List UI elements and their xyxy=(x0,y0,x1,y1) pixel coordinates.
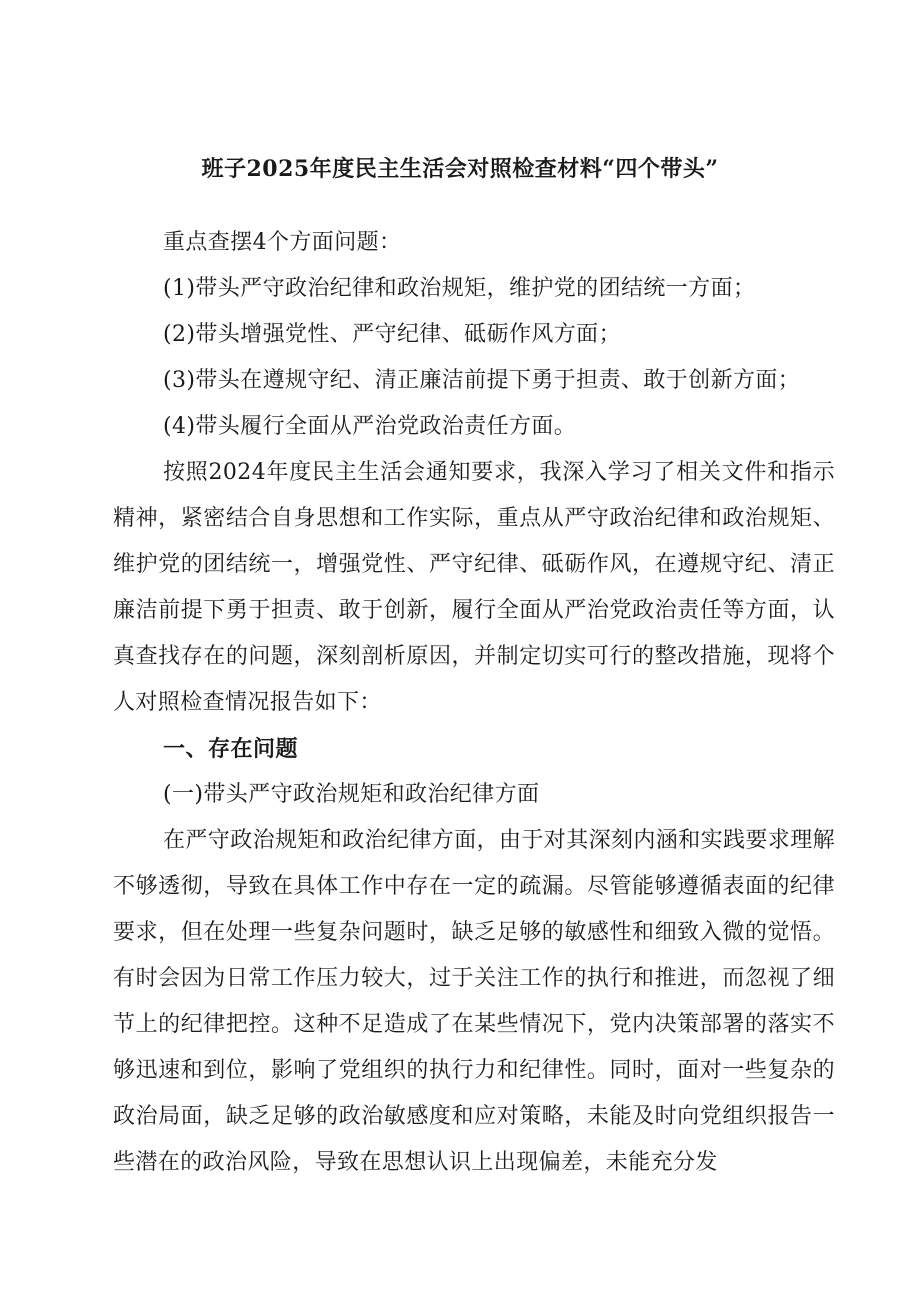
document-title: 班子2025年度民主生活会对照检查材料“四个带头” xyxy=(201,156,719,182)
intro-line: 重点查摆4个方面问题： xyxy=(163,230,402,255)
issue-item-1: (1)带头严守政治纪律和政治规矩，维护党的团结统一方面； xyxy=(163,276,756,301)
issue-item-3: (3)带头在遵规守纪、清正廉洁前提下勇于担责、敢于创新方面； xyxy=(163,368,801,393)
subsection-heading-political-discipline: (一)带头严守政治规矩和政治纪律方面 xyxy=(163,782,540,807)
issue-item-2: (2)带头增强党性、严守纪律、砥砺作风方面； xyxy=(163,322,621,347)
section-heading-problems: 一、存在问题 xyxy=(163,736,299,762)
document-body xyxy=(113,220,835,1186)
issue-item-4: (4)带头履行全面从严治党政治责任方面。 xyxy=(163,414,577,439)
paragraph-overview: 按照2024年度民主生活会通知要求，我深入学习了相关文件和指示精神，紧密结合自身思想和工作实际，重点从严守政治纪律和政治规矩、维护党的团结统一，增强党性、严守纪律、砥砺作风，在遵规守纪、清正廉洁前提下勇于担责、敢于创新，履行全面从严治党政治责任等方面，认真查找存在的问题，深刻剖析原因，并制定切实可行的整改措施，现将个人对照检查情况报告如下： xyxy=(113,460,835,715)
paragraph-political-discipline: 在严守政治规矩和政治纪律方面，由于对其深刻内涵和实践要求理解不够透彻，导致在具体工作中存在一定的疏漏。尽管能够遵循表面的纪律要求，但在处理一些复杂问题时，缺乏足够的敏感性和细致入微的觉悟。有时会因为日常工作压力较大，过于关注工作的执行和推进，而忽视了细节上的纪律把控。这种不足造成了在某些情况下，党内决策部署的落实不够迅速和到位，影响了党组织的执行力和纪律性。同时，面对一些复杂的政治局面，缺乏足够的政治敏感度和应对策略，未能及时向党组织报告一些潜在的政治风险，导致在思想认识上出现偏差，未能充分发 xyxy=(113,828,836,1175)
